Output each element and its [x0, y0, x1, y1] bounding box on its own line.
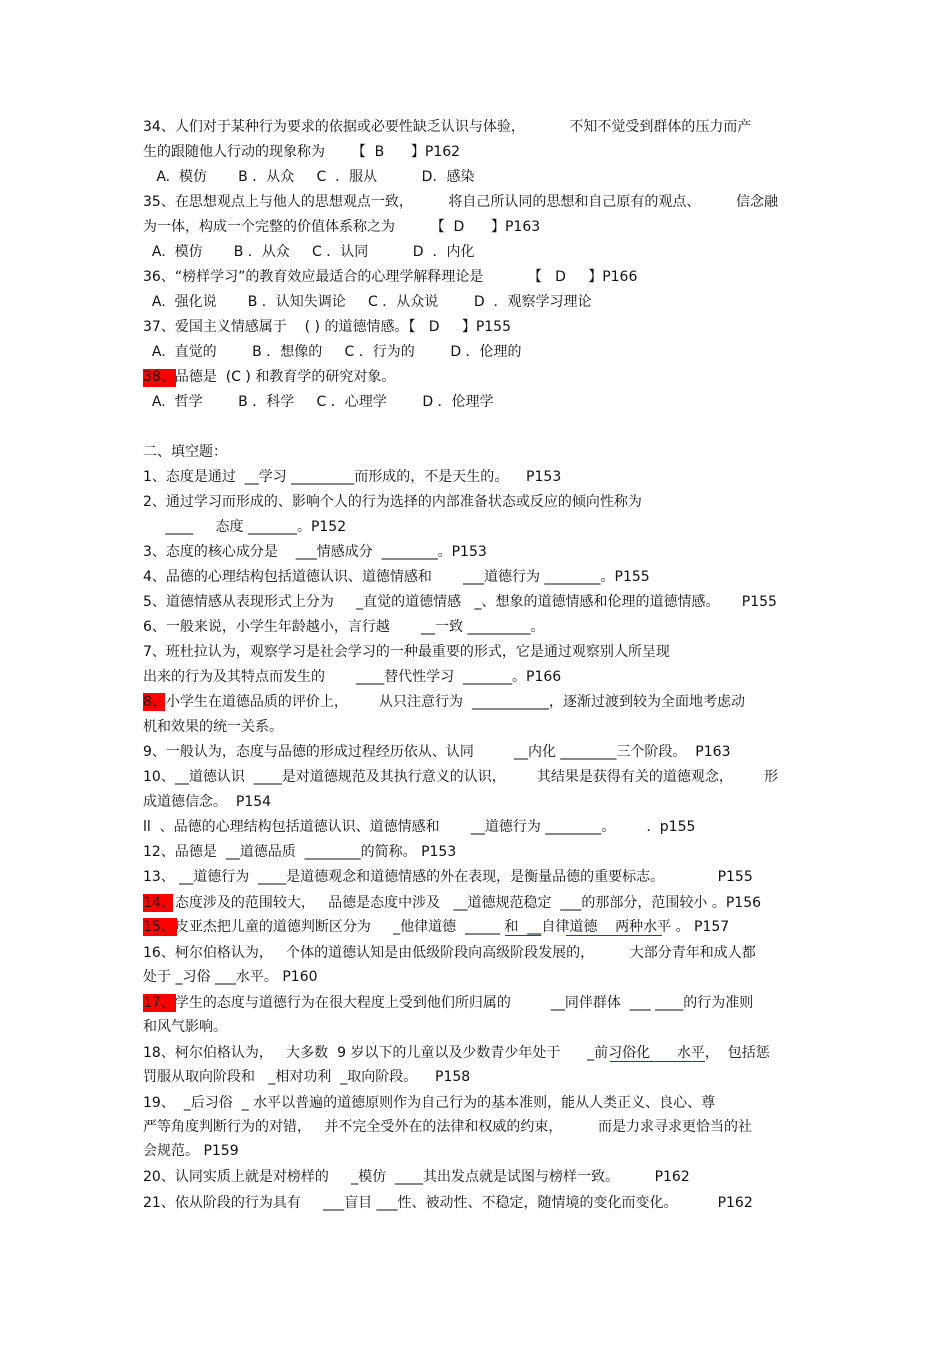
fill-2-line2: ____ 态度 _______。P152 — [143, 519, 347, 535]
fill-13: 13、 __道德行为 ____是道德观念和道德情感的外在表现，是衡量品德的重要标志。 P155 — [143, 869, 753, 885]
fill-8-line1: 8、小学生在道德品质的评价上， 从只注意行为 ___________，逐渐过渡到较为全面地考虑动 — [143, 694, 745, 710]
fill-15: 15、皮亚杰把儿童的道德判断区分为 _他律道德 _____ 和 __自律道德 两种水平 。 P157 — [143, 919, 730, 935]
fill-14: 14、态度涉及的范围较大， 品德是态度中涉及 __道德规范稳定 ___的那部分，范围较小 。P156 — [143, 895, 762, 911]
section-heading: 二、填空题： — [143, 444, 227, 460]
q34-line2: 生的跟随他人行动的现象称为 【 B 】P162 — [143, 144, 461, 160]
fill-9: 9、一般认为，态度与品德的形成过程经历依从、认同 __内化 ________三个阶段。 P163 — [143, 744, 731, 760]
fill-2-line1: 2、通过学习而形成的、影响个人的行为选择的内部准备状态或反应的倾向性称为 — [143, 494, 642, 510]
fill-10-line1: 10、__道德认识 ____是对道德规范及其执行意义的认识， 其结果是获得有关的道德观念， 形 — [143, 769, 779, 785]
fill-18-line2: 罚服从取向阶段和 _相对功利 _取向阶段。 P158 — [143, 1069, 471, 1085]
answer-underline — [505, 935, 541, 936]
fill-12: 12、品德是 __道德品质 ________的简称。 P153 — [143, 844, 457, 860]
fill-3: 3、态度的核心成分是 ___情感成分 ________。P153 — [143, 544, 487, 560]
fill-11: ll 、品德的心理结构包括道德认识、道德情感和 __道德行为 ________。 . p155 — [143, 819, 696, 835]
q35-line1: 35、在思想观点上与他人的思想观点一致， 将自己所认同的思想和自己原有的观点、 信念融 — [143, 194, 779, 210]
q34-options: A. 模仿 B ．从众 C ．服从 D．感染 — [143, 169, 475, 185]
answer-underline — [610, 1061, 705, 1062]
q35-options: A. 模仿 B ．从众 C ．认同 D ．内化 — [143, 244, 475, 260]
fill-4: 4、品德的心理结构包括道德认识、道德情感和 ___道德行为 ________。P155 — [143, 569, 650, 585]
fill-19-line3: 会规范。 P159 — [143, 1143, 239, 1159]
fill-17-line2: 和风气影响。 — [143, 1019, 227, 1035]
fill-10-line2: 成道德信念。 P154 — [143, 794, 272, 810]
q37-line: 37、爱国主义情感属于 ( ) 的道德情感。【 D 】P155 — [143, 319, 511, 335]
q35-line2: 为一体，构成一个完整的价值体系称之为 【 D 】P163 — [143, 219, 541, 235]
fill-7-line2: 出来的行为及其特点而发生的 ____替代性学习 _______。P166 — [143, 669, 562, 685]
fill-19-line1: 19、 _后习俗 _ 水平以普遍的道德原则作为自己行为的基本准则，能从人类正义、良心、尊 — [143, 1095, 716, 1111]
q38-line: 38、品德是 (C ) 和教育学的研究对象。 — [143, 369, 396, 385]
fill-16-line2: 处于 _习俗 ___水平。 P160 — [143, 969, 318, 985]
answer-underline — [566, 935, 662, 936]
q37-options: A. 直觉的 B ．想像的 C ．行为的 D ．伦理的 — [143, 344, 522, 360]
q36-options: A. 强化说 B ．认知失调论 C ．从众说 D ．观察学习理论 — [143, 294, 592, 310]
fill-16-line1: 16、柯尔伯格认为， 个体的道德认知是由低级阶段向高级阶段发展的， 大部分青年和成人都 — [143, 945, 756, 961]
fill-6: 6、一般来说，小学生年龄越小，言行越 __一致 _________。 — [143, 619, 545, 635]
fill-1: 1、态度是通过 __学习 _________而形成的，不是天生的。 P153 — [143, 469, 562, 485]
fill-21: 21、依从阶段的行为具有 ___盲目 ___性、被动性、不稳定，随情境的变化而变化。 P162 — [143, 1195, 753, 1211]
fill-5: 5、道德情感从表现形式上分为 _直觉的道德情感 _、想象的道德情感和伦理的道德情感。 P155 — [143, 594, 777, 610]
fill-7-line1: 7、班杜拉认为，观察学习是社会学习的一种最重要的形式，它是通过观察别人所呈现 — [143, 644, 670, 660]
fill-8-line2: 机和效果的统一关系。 — [143, 719, 283, 735]
fill-18-line1: 18、柯尔伯格认为， 大多数 9 岁以下的儿童以及少数青少年处于 _前习俗化 水平， 包括惩 — [143, 1045, 770, 1061]
q36-line: 36、“榜样学习”的教育效应最适合的心理学解释理论是 【 D 】P166 — [143, 269, 638, 285]
fill-20: 20、认同实质上就是对榜样的 _模仿 ____其出发点就是试图与榜样一致。 P162 — [143, 1169, 690, 1185]
q38-options: A. 哲学 B ．科学 C ．心理学 D ．伦理学 — [143, 394, 494, 410]
fill-17-line1: 17、学生的态度与道德行为在很大程度上受到他们所归属的 __同伴群体 ___ ____的行为准则 — [143, 995, 754, 1011]
fill-19-line2: 严等角度判断行为的对错， 并不完全受外在的法律和权威的约束， 而是力求寻求更恰当的社 — [143, 1119, 752, 1135]
q34-line1: 34、人们对于某种行为要求的依据或必要性缺乏认识与体验， 不知不觉受到群体的压力而产 — [143, 119, 752, 135]
